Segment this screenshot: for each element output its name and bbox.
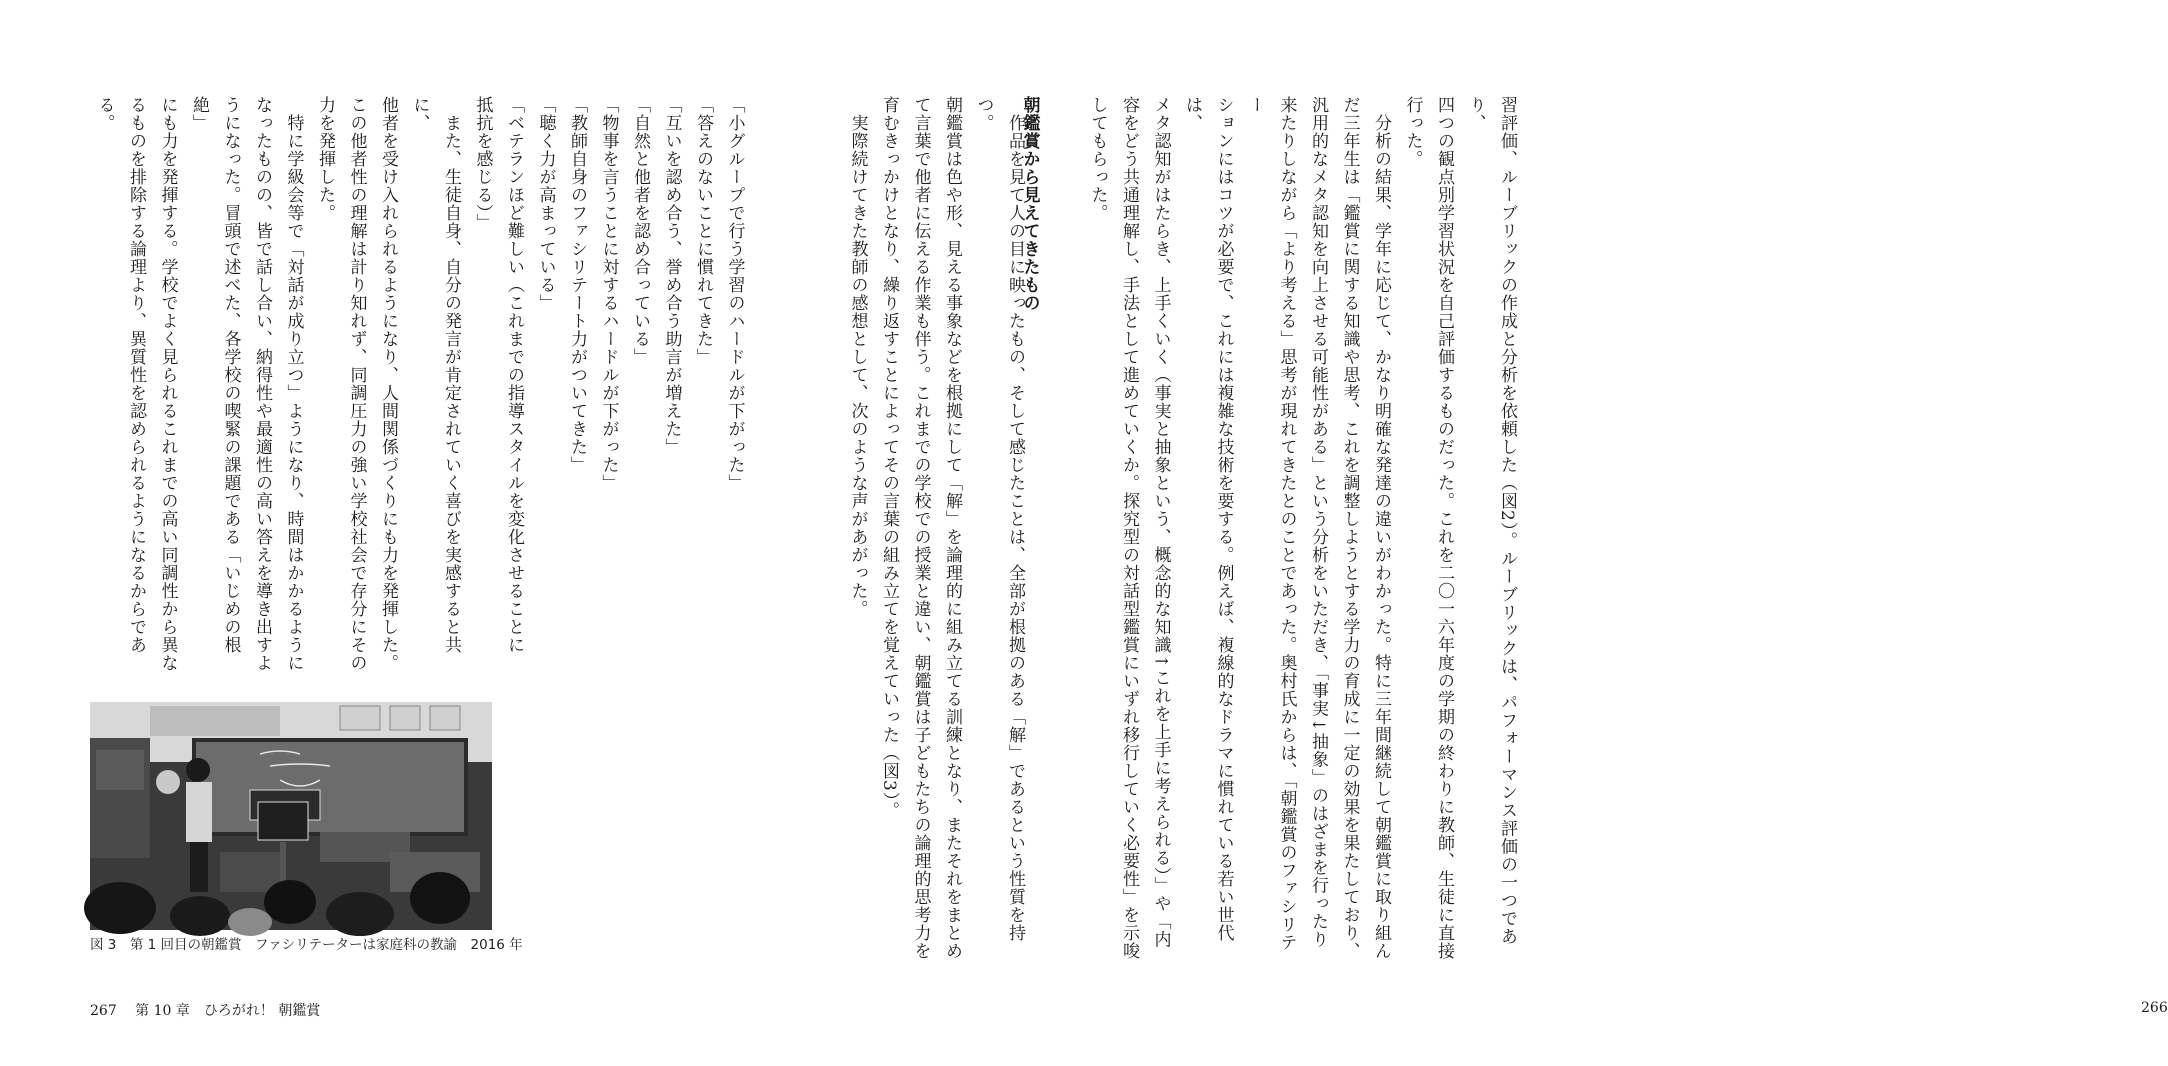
page-footer-left: 267 第 10 章 ひろがれ！ 朝鑑賞	[90, 1003, 321, 1019]
section-heading: 朝鑑賞から見えてきたもの	[1019, 96, 1040, 312]
body-line: 「聴く力が高まっている」	[535, 96, 556, 312]
body-line: 「互いを認め合う、誉め合う助言が増えた」	[661, 96, 682, 456]
body-line: だ三年生は「鑑賞に関する知識や思考、これを調整しようとする学力の育成に一定の効果を果たしており、	[1339, 96, 1360, 960]
left-body-text	[88, 96, 750, 676]
body-line: 「答えのないことに慣れてきた」	[693, 96, 713, 366]
body-line: 容をどう共通理解し、手法として進めていくか。探究型の対話型鑑賞にいずれ移行していく必要性」を示唆	[1119, 96, 1139, 960]
body-line: 「物事を言うことに対するハードルが下がった」	[598, 96, 619, 492]
right-body-text	[1081, 96, 1522, 966]
right-page	[751, 0, 2168, 1066]
left-page	[0, 0, 751, 1066]
page-number-right: 266	[2141, 1000, 2168, 1016]
right-section-text	[841, 96, 1030, 966]
body-line: また、生徒自身、自分の発言が肯定されていく喜びを実感すると共に、	[409, 96, 461, 654]
photo-caption: 図 3 第 1 回目の朝鑑賞 ファシリテーターは家庭科の教諭 2016 年	[90, 937, 523, 953]
body-line: 抵抗を感じる）」	[472, 96, 493, 232]
body-line: るものを排除する論理より、異質性を認められるようになるからである。	[94, 96, 146, 654]
body-line: 育むきっかけとなり、繰り返すことによってその言葉の組み立てを覚えていった（図3）。	[879, 96, 899, 820]
classroom-photo-image	[90, 702, 492, 930]
body-line: 「自然と他者を認め合っている」	[630, 96, 650, 366]
body-line: 実際続けてきた教師の感想として、次のような声があがった。	[847, 96, 868, 618]
body-line: て言葉で他者に伝える作業も伴う。これまでの学校での授業と違い、朝鑑賞は子どもたちの論理的思考力を	[910, 96, 931, 960]
body-line: なったものの、皆で話し合い、納得性や最適性の高い答えを導き出すよ	[252, 96, 272, 672]
body-line: 「小グループで行う学習のハードルが下がった」	[724, 96, 745, 492]
body-line: にも力を発揮する。学校でよく見られるこれまでの高い同調性から異な	[157, 96, 178, 672]
body-line: この他者性の理解は計り知れず、同調圧力の強い学校社会で存分にその	[346, 96, 367, 672]
body-line: ションにはコツが必要で、これには複雑な技術を要する。例えば、複線的なドラマに慣れている若い世代は、	[1182, 96, 1234, 942]
body-line: 作品を見て人の目に映ったもの、そして感じたことは、全部が根拠のある「解」であるという性質を持つ。	[973, 96, 1025, 942]
body-line: 朝鑑賞は色や形、見える事象などを根拠にして「解」を論理的に組み立てる訓練となり、またそれをまとめ	[942, 96, 962, 960]
body-line: 力を発揮した。	[315, 96, 335, 222]
body-line: 「教師自身のファシリテート力がついてきた」	[567, 96, 587, 474]
body-line: うになった。冒頭で述べた、各学校の喫緊の課題である「いじめの根絶」	[189, 96, 241, 654]
body-line: 行った。	[1402, 96, 1423, 168]
body-line: してもらった。	[1087, 96, 1108, 222]
body-line: 特に学級会等で「対話が成り立つ」ようになり、時間はかかるように	[283, 96, 304, 672]
body-line: 習評価、ルーブリックの作成と分析を依頼した（図2）。ルーブリックは、パフォーマンス評価の一つであり、	[1465, 96, 1517, 946]
classroom-photo	[90, 702, 492, 930]
body-line: メタ認知がはたらき、上手くいく（事実と抽象という、概念的な知識↑これを上手に考えられる）」や「内	[1150, 96, 1171, 949]
body-line: 汎用的なメタ認知を向上させる可能性がある」という分析をいただき、「事実↓抽象」のはざまを行ったり	[1308, 96, 1328, 949]
body-line: 四つの観点別学習状況を自己評価するものだった。これを二〇一六年度の学期の終わりに教師、生徒に直接	[1434, 96, 1454, 960]
body-line: 「ベテランほど難しい（これまでの指導スタイルを変化させることに	[504, 96, 524, 654]
body-line: 分析の結果、学年に応じて、かなり明確な発達の違いがわかった。特に三年間継続して朝鑑賞に取り組ん	[1371, 96, 1391, 960]
body-line: 他者を受け入れられるようになり、人間関係づくりにも力を発揮した。	[378, 96, 398, 672]
body-line: 来たりしながら「より考える」思考が現れてきたとのことであった。奥村氏からは、「朝鑑賞のファシリテー	[1245, 96, 1297, 952]
